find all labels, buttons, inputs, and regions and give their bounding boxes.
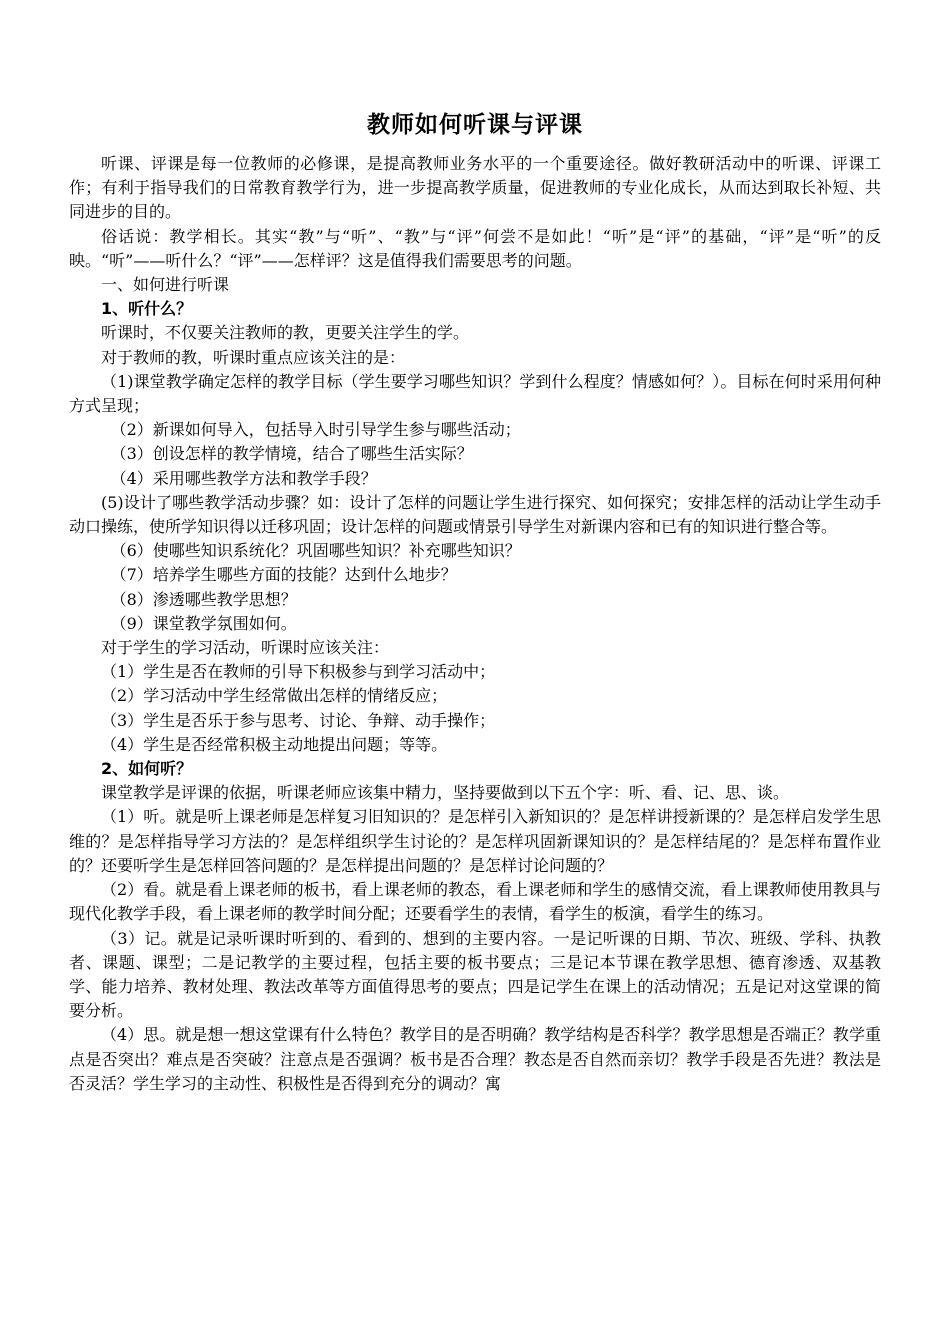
body-paragraph: （8）渗透哪些教学思想？ bbox=[110, 589, 297, 609]
body-paragraph: （2）学习活动中学生经常做出怎样的情绪反应； bbox=[101, 686, 448, 706]
body-paragraph: 对于学生的学习活动，听课时应该关注： bbox=[101, 638, 390, 658]
document-body bbox=[69, 152, 881, 1096]
body-paragraph: （2）新课如何导入，包括导入时引导学生参与哪些活动； bbox=[110, 420, 521, 440]
body-paragraph: 课堂教学是评课的依据，听课老师应该集中精力，坚持要做到以下五个字：听、看、记、思、谈。 bbox=[101, 783, 790, 803]
body-paragraph: （3）记。就是记录听课时听到的、看到的、想到的主要内容。一是记听课的日期、节次、班级、学科、执教者、课题、课型；二是记教学的主要过程，包括主要的板书要点；三是记本节课在教学思想、德育渗透、双基教学、能力培养、教材处理、教法改革等方面值得思考的要点；四是记学生在课上的活动情况；五是记对这堂课的简要分析。 bbox=[69, 928, 881, 1021]
body-paragraph: 俗话说：教学相长。其实“教”与“听”、“教”与“评”何尝不是如此！“听”是“评”的基础，“评”是“听”的反映。“听”——听什么？“评”——怎样评？这是值得我们需要思考的问题。 bbox=[69, 226, 881, 270]
section-heading: 2、如何听？ bbox=[101, 759, 193, 779]
section-heading: 1、听什么？ bbox=[101, 299, 193, 319]
body-paragraph: 对于教师的教，听课时重点应该关注的是： bbox=[101, 347, 406, 367]
body-paragraph: （4）学生是否经常积极主动地提出问题；等等。 bbox=[101, 734, 448, 754]
body-paragraph: （1)课堂教学确定怎样的教学目标（学生要学习哪些知识？学到什么程度？情感如何？）。目标在何时采用何种方式呈现； bbox=[69, 371, 881, 416]
body-paragraph: 听课、评课是每一位教师的必修课，是提高教师业务水平的一个重要途径。做好教研活动中的听课、评课工作；有利于指导我们的日常教育教学行为，进一步提高教学质量，促进教师的专业化成长，从而达到取长补短、共同进步的目的。 bbox=[69, 154, 881, 222]
document-title: 教师如何听课与评课 bbox=[367, 111, 583, 138]
body-paragraph: （3）创设怎样的教学情境，结合了哪些生活实际？ bbox=[110, 444, 473, 464]
body-paragraph: （4）采用哪些教学方法和教学手段？ bbox=[110, 468, 377, 488]
body-paragraph: （2）看。就是看上课老师的板书，看上课老师的教态，看上课老师和学生的感情交流，看上课教师使用教具与现代化教学手段，看上课老师的教学时间分配；还要看学生的表情，看学生的板演，看学生的练习。 bbox=[69, 880, 881, 924]
body-paragraph: (5)设计了哪些教学活动步骤？如：设计了怎样的问题让学生进行探究、如何探究；安排怎样的活动让学生动手动口操练，使所学知识得以迁移巩固；设计怎样的问题或情景引导学生对新课内容和已有的知识进行整合等。 bbox=[69, 492, 881, 537]
body-paragraph: （7）培养学生哪些方面的技能？达到什么地步？ bbox=[110, 565, 457, 585]
body-paragraph: （1）听。就是听上课老师是怎样复习旧知识的？是怎样引入新知识的？是怎样讲授新课的？是怎样启发学生思维的？是怎样指导学习方法的？是怎样组织学生讨论的？是怎样巩固新课知识的？是怎样结尾的？是怎样布置作业的？还要听学生是怎样回答问题的？是怎样提出问题的？是怎样讨论问题的？ bbox=[69, 807, 881, 875]
body-paragraph: （1）学生是否在教师的引导下积极参与到学习活动中； bbox=[101, 662, 496, 682]
body-paragraph: （3）学生是否乐于参与思考、讨论、争辩、动手操作； bbox=[101, 710, 496, 730]
body-paragraph: 一、如何进行听课 bbox=[101, 275, 230, 295]
body-paragraph: （4）思。就是想一想这堂课有什么特色？教学目的是否明确？教学结构是否科学？教学思想是否端正？教学重点是否突出？难点是否突破？注意点是否强调？板书是否合理？教态是否自然而亲切？教学手段是否先进？教法是否灵活？学生学习的主动性、积极性是否得到充分的调动？寓 bbox=[69, 1025, 881, 1093]
body-paragraph: （9）课堂教学氛围如何。 bbox=[110, 613, 297, 633]
body-paragraph: （6）使哪些知识系统化？巩固哪些知识？补充哪些知识？ bbox=[110, 541, 521, 561]
body-paragraph: 听课时，不仅要关注教师的教，更要关注学生的学。 bbox=[101, 323, 470, 343]
